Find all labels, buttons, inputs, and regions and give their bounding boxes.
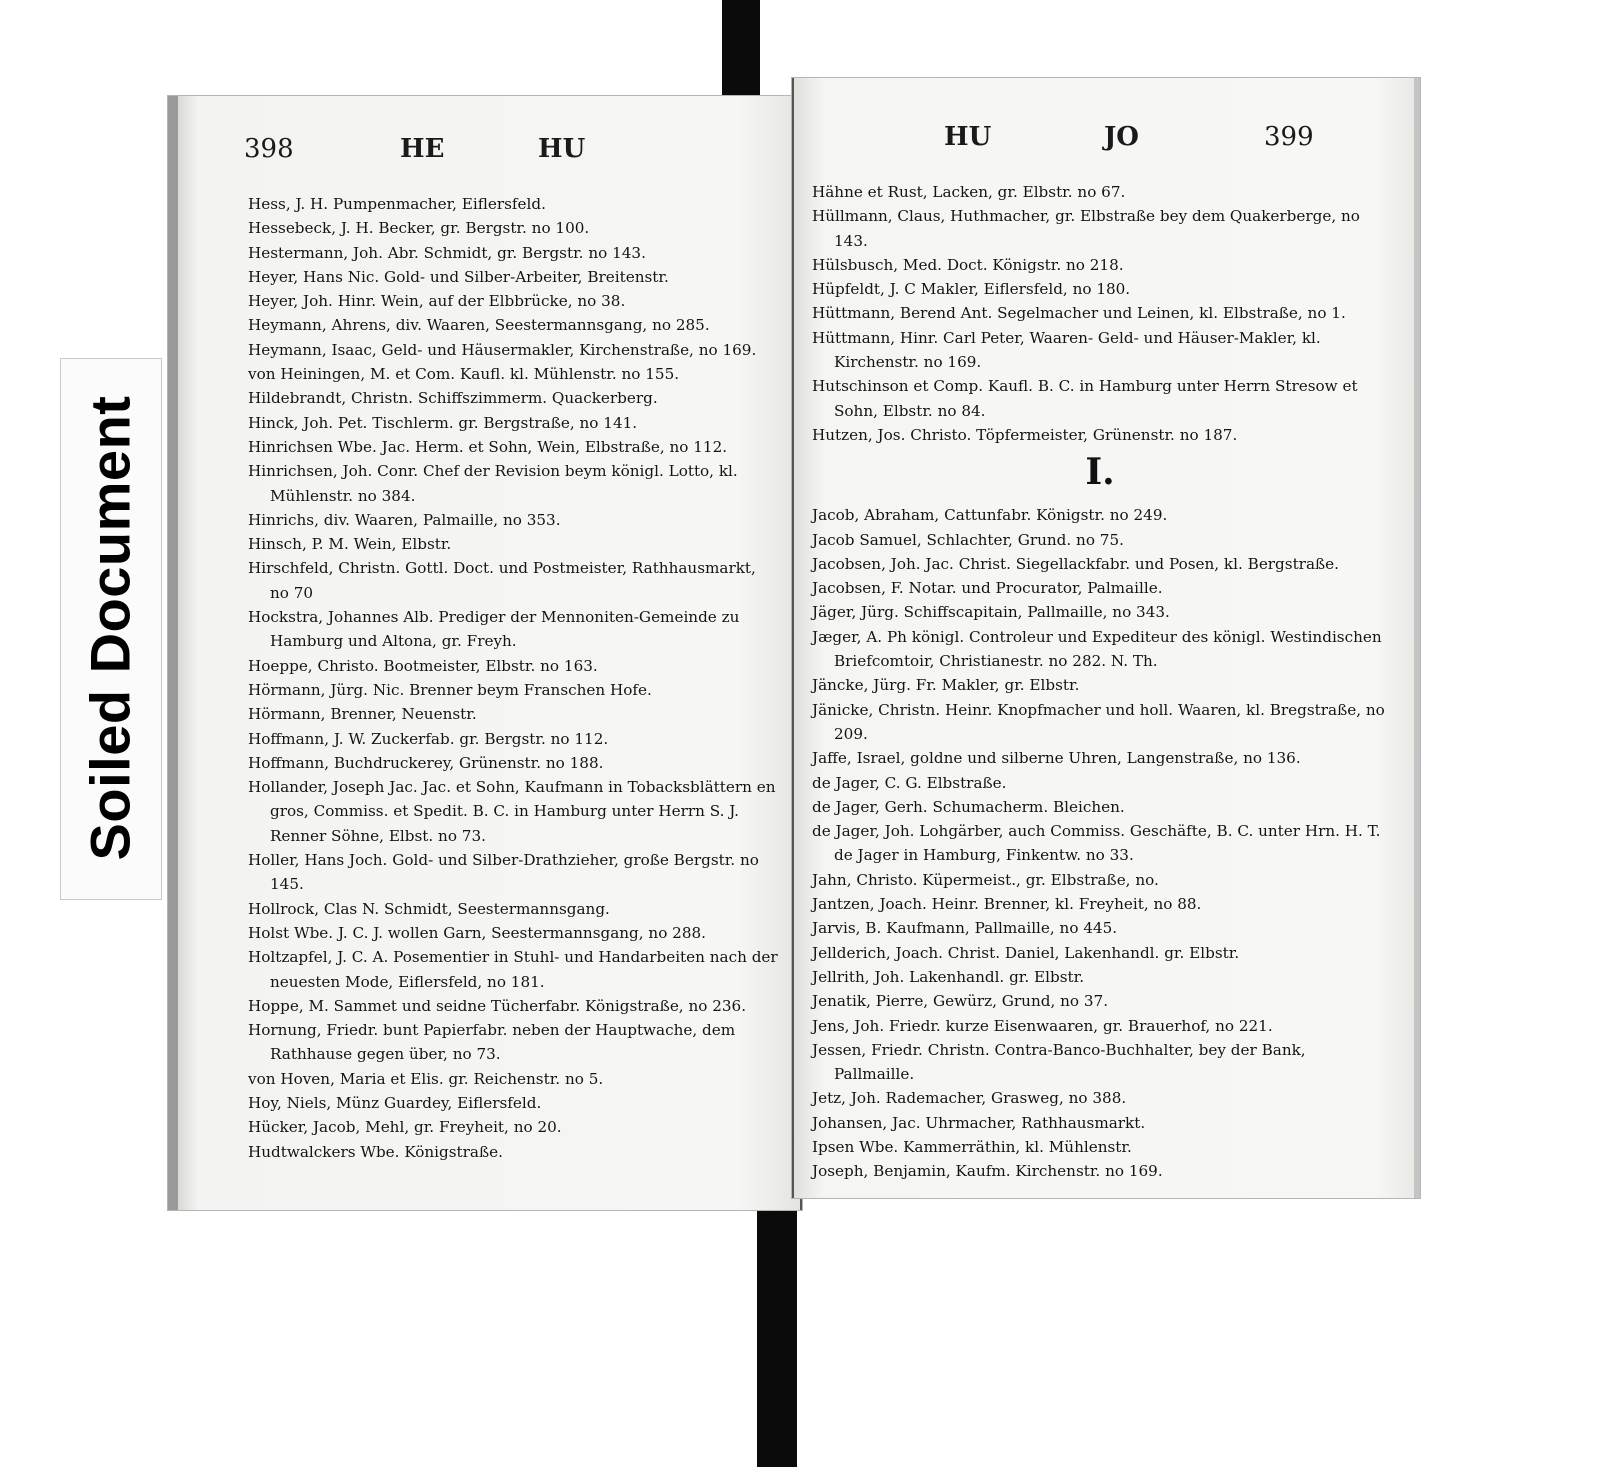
list-item: Hoppe, M. Sammet und seidne Tücherfabr. Königstraße, no 236.	[248, 996, 747, 1015]
list-item: Ipsen Wbe. Kammerräthin, kl. Mühlenstr.	[812, 1137, 1132, 1156]
list-item: Heymann, Isaac, Geld- und Häusermakler, Kirchenstraße, no 169.	[248, 340, 757, 359]
list-item: Hoeppe, Christo. Bootmeister, Elbstr. no 163.	[248, 656, 598, 675]
list-item: Hörmann, Brenner, Neuenstr.	[248, 705, 477, 724]
left-page	[168, 96, 802, 1210]
list-item: de Jager, Gerh. Schumacherm. Bleichen.	[812, 797, 1125, 816]
list-item: Hutzen, Jos. Christo. Töpfermeister, Grünenstr. no 187.	[812, 425, 1238, 444]
list-item: Jahn, Christo. Küpermeist., gr. Elbstraße, no.	[812, 870, 1159, 889]
list-item: Jantzen, Joach. Heinr. Brenner, kl. Freyheit, no 88.	[812, 895, 1202, 914]
list-item: Jellrith, Joh. Lakenhandl. gr. Elbstr.	[812, 967, 1085, 986]
list-item: Hockstra, Johannes Alb. Prediger der Mennoniten-Gemeinde zu Hamburg und Altona, gr. Freyh.	[248, 608, 740, 651]
binding-strip-top	[722, 0, 760, 110]
right-head-right: JO	[1104, 122, 1139, 152]
list-item: Hollander, Joseph Jac. Jac. et Sohn, Kaufmann in Tobacksblättern en gros, Commiss. et Spedit. B. C. in Hamburg unter Herrn S. J. Renner Söhne, Elbst. no 73.	[248, 778, 776, 845]
list-item: Hülsbusch, Med. Doct. Königstr. no 218.	[812, 255, 1124, 274]
list-item: Hildebrandt, Christn. Schiffszimmerm. Quackerberg.	[248, 389, 658, 408]
right-page-number: 399	[1264, 122, 1314, 152]
list-item: Jacobsen, F. Notar. und Procurator, Palmaille.	[812, 579, 1163, 598]
right-head-left: HU	[944, 122, 992, 152]
list-item: Holst Wbe. J. C. J. wollen Garn, Seestermannsgang, no 288.	[248, 923, 706, 942]
list-item: Jellderich, Joach. Christ. Daniel, Lakenhandl. gr. Elbstr.	[812, 943, 1240, 962]
list-item: Jänicke, Christn. Heinr. Knopfmacher und holl. Waaren, kl. Bregstraße, no 209.	[812, 700, 1385, 743]
list-item: Hornung, Friedr. bunt Papierfabr. neben der Hauptwache, dem Rathhause gegen über, no 73.	[248, 1021, 736, 1064]
list-item: Jacob, Abraham, Cattunfabr. Königstr. no 249.	[812, 506, 1168, 525]
list-item: Hinrichsen Wbe. Jac. Herm. et Sohn, Wein, Elbstraße, no 112.	[248, 437, 728, 456]
list-item: Joseph, Benjamin, Kaufm. Kirchenstr. no 169.	[812, 1162, 1163, 1181]
list-item: Jenatik, Pierre, Gewürz, Grund, no 37.	[812, 992, 1109, 1011]
list-item: Hoffmann, Buchdruckerey, Grünenstr. no 188.	[248, 753, 604, 772]
list-item: Hoffmann, J. W. Zuckerfab. gr. Bergstr. no 112.	[248, 729, 609, 748]
list-item: Johansen, Jac. Uhrmacher, Rathhausmarkt.	[812, 1113, 1146, 1132]
list-item: Hinrichsen, Joh. Conr. Chef der Revision beym königl. Lotto, kl. Mühlenstr. no 384.	[248, 462, 738, 505]
list-item: Hüllmann, Claus, Huthmacher, gr. Elbstraße bey dem Quakerberge, no 143.	[812, 207, 1360, 250]
list-item: Hörmann, Jürg. Nic. Brenner beym Franschen Hofe.	[248, 680, 652, 699]
list-item: de Jager, Joh. Lohgärber, auch Commiss. Geschäfte, B. C. unter Hrn. H. T. de Jager in Hamburg, Finkentw. no 33.	[812, 822, 1381, 865]
list-item: Hoy, Niels, Münz Guardey, Eiflersfeld.	[248, 1093, 542, 1112]
list-item: Jæger, A. Ph königl. Controleur und Expediteur des königl. Westindischen Briefcomtoir, Christianestr. no 282. N. Th.	[812, 627, 1382, 671]
list-item: Jessen, Friedr. Christn. Contra-Banco-Buchhalter, bey der Bank, Pallmaille.	[812, 1040, 1306, 1084]
list-item: Holtzapfel, J. C. A. Posementier in Stuhl- und Handarbeiten nach der neuesten Mode, Eiflersfeld, no 181.	[248, 948, 778, 991]
list-item: Jäncke, Jürg. Fr. Makler, gr. Elbstr.	[812, 676, 1080, 695]
list-item: Hinrichs, div. Waaren, Palmaille, no 353.	[248, 510, 561, 529]
list-item: Hüttmann, Berend Ant. Segelmacher und Leinen, kl. Elbstraße, no 1.	[812, 304, 1346, 323]
list-item: Jarvis, B. Kaufmann, Pallmaille, no 445.	[812, 919, 1118, 938]
list-item: von Hoven, Maria et Elis. gr. Reichenstr. no 5.	[248, 1069, 604, 1088]
list-item: Jacobsen, Joh. Jac. Christ. Siegellackfabr. und Posen, kl. Bergstraße.	[812, 554, 1339, 573]
list-item: Hüttmann, Hinr. Carl Peter, Waaren- Geld- und Häuser-Makler, kl. Kirchenstr. no 169.	[812, 328, 1321, 372]
list-item: von Heiningen, M. et Com. Kaufl. kl. Mühlenstr. no 155.	[248, 365, 680, 384]
list-item: Hollrock, Clas N. Schmidt, Seestermannsgang.	[248, 899, 610, 918]
section-letter: I.	[1085, 451, 1115, 494]
list-item: Jacob Samuel, Schlachter, Grund. no 75.	[812, 530, 1124, 549]
list-item: de Jager, C. G. Elbstraße.	[812, 773, 1007, 792]
list-item: Jetz, Joh. Rademacher, Grasweg, no 388.	[812, 1089, 1127, 1108]
right-page	[792, 78, 1420, 1198]
list-item: Jäger, Jürg. Schiffscapitain, Pallmaille, no 343.	[812, 603, 1170, 622]
list-item: Hutschinson et Comp. Kaufl. B. C. in Hamburg unter Herrn Stresow et Sohn, Elbstr. no 84.	[812, 377, 1358, 420]
binding-strip-bottom	[757, 1190, 797, 1467]
list-item: Hähne et Rust, Lacken, gr. Elbstr. no 67.	[812, 183, 1126, 201]
soiled-document-label: Soiled Document	[78, 395, 142, 861]
left-entry-list	[248, 192, 778, 1164]
list-item: Heyer, Hans Nic. Gold- und Silber-Arbeiter, Breitenstr.	[248, 267, 669, 286]
list-item: Jaffe, Israel, goldne und silberne Uhren, Langenstraße, no 136.	[812, 749, 1301, 768]
left-page-number: 398	[244, 134, 294, 164]
left-head-left: HE	[400, 134, 445, 164]
list-item: Holler, Hans Joch. Gold- und Silber-Drathzieher, große Bergstr. no 145.	[248, 851, 759, 894]
list-item: Hirschfeld, Christn. Gottl. Doct. und Postmeister, Rathhausmarkt, no 70	[248, 559, 756, 602]
list-item: Jens, Joh. Friedr. kurze Eisenwaaren, gr. Brauerhof, no 221.	[812, 1016, 1273, 1035]
left-page-header	[178, 134, 800, 174]
list-item: Hudtwalckers Wbe. Königstraße.	[248, 1142, 503, 1161]
list-item: Hüpfeldt, J. C Makler, Eiflersfeld, no 180.	[812, 280, 1131, 299]
list-item: Hinsch, P. M. Wein, Elbstr.	[248, 535, 452, 554]
left-head-right: HU	[538, 134, 586, 164]
list-item: Hücker, Jacob, Mehl, gr. Freyheit, no 20.	[248, 1118, 562, 1137]
list-item: Hessebeck, J. H. Becker, gr. Bergstr. no 100.	[248, 219, 590, 238]
list-item: Hess, J. H. Pumpenmacher, Eiflersfeld.	[248, 195, 546, 213]
right-page-header	[794, 122, 1414, 162]
list-item: Hinck, Joh. Pet. Tischlerm. gr. Bergstraße, no 141.	[248, 413, 638, 432]
right-entry-list	[812, 180, 1388, 1184]
list-item: Heyer, Joh. Hinr. Wein, auf der Elbbrücke, no 38.	[248, 292, 626, 311]
list-item: Heymann, Ahrens, div. Waaren, Seestermannsgang, no 285.	[248, 316, 710, 335]
list-item: Hestermann, Joh. Abr. Schmidt, gr. Bergstr. no 143.	[248, 243, 646, 262]
